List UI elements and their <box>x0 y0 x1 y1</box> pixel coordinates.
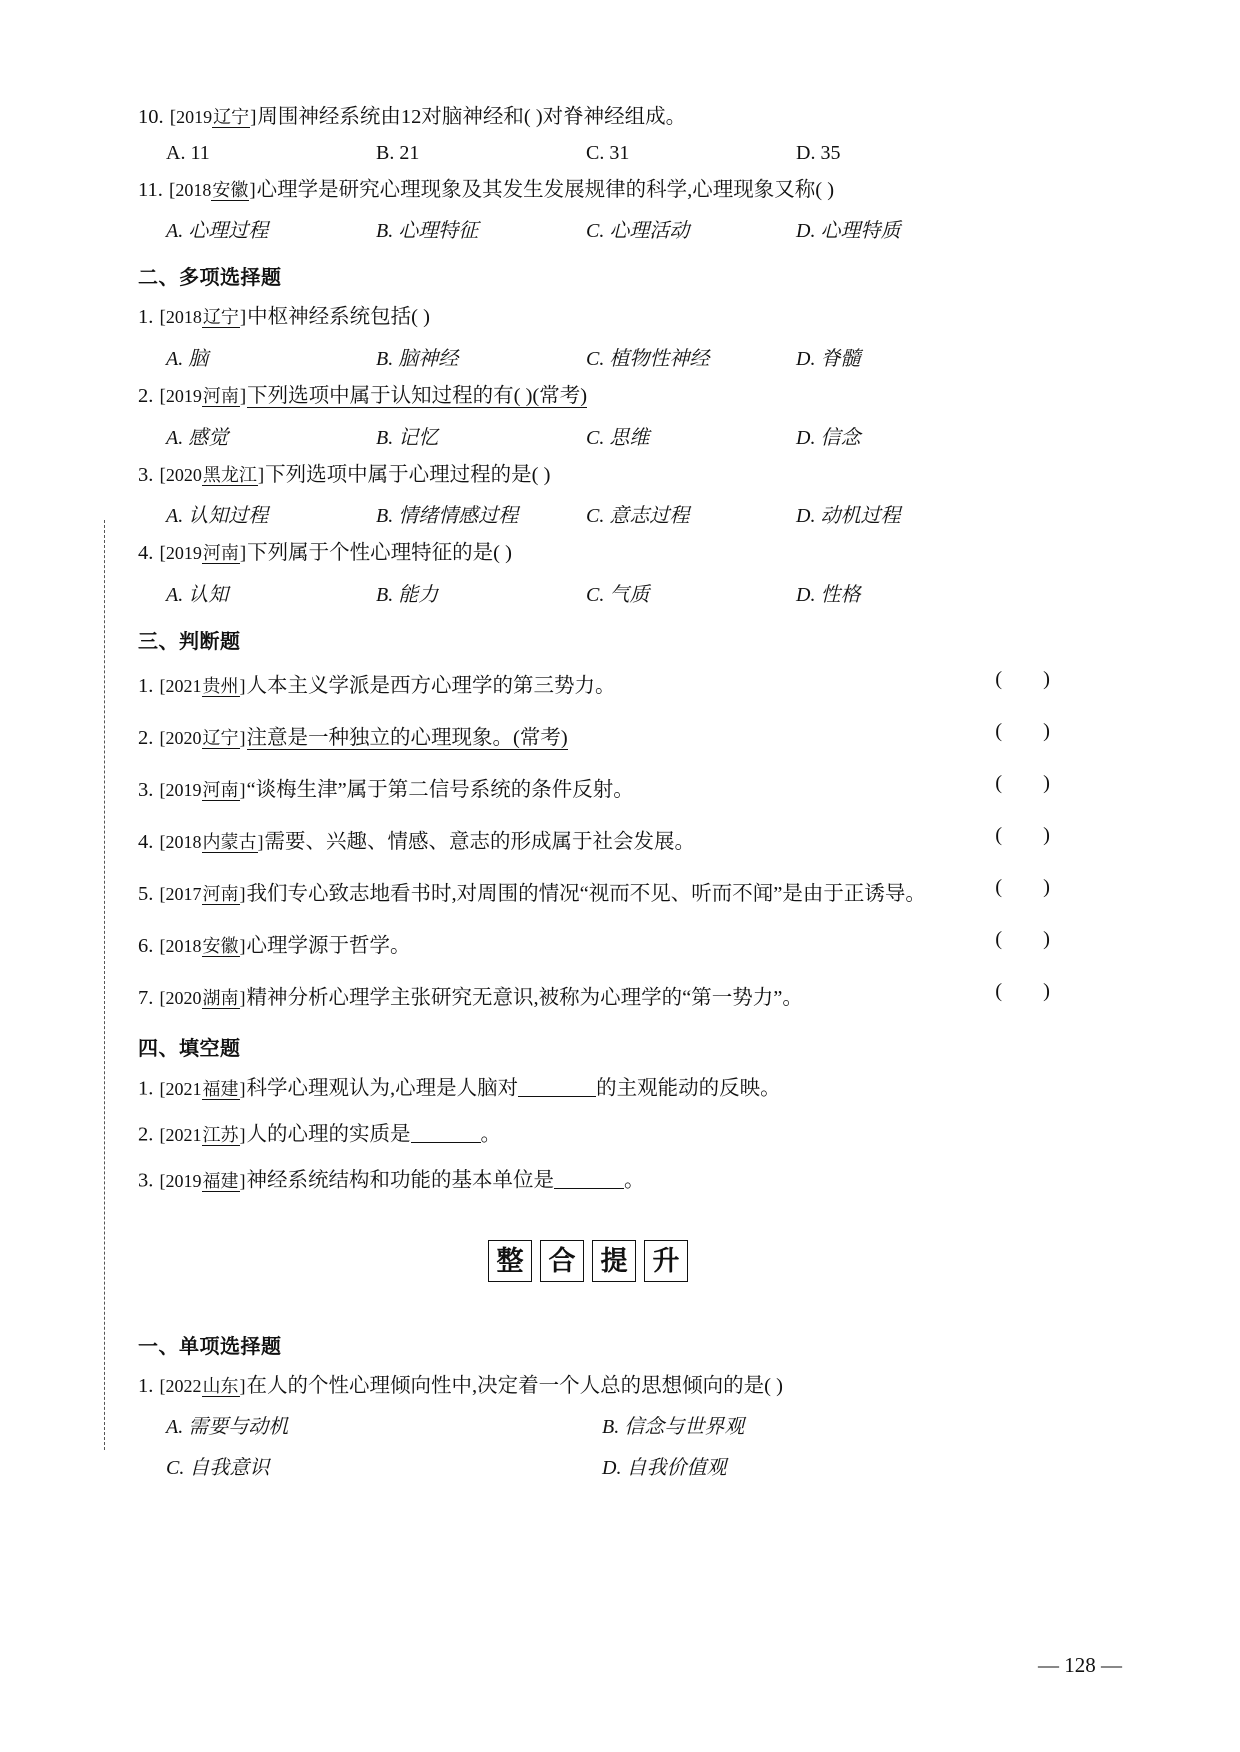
statement-post: 的主观能动的反映。 <box>596 1077 781 1100</box>
source-tag: [2018安徽] <box>159 936 246 957</box>
option-b[interactable]: B. 21 <box>376 141 420 164</box>
question-number: 1. <box>138 306 154 329</box>
margin-dashed-rule <box>104 520 105 1450</box>
section-heading-fill-blank: 四、填空题 <box>138 1038 241 1061</box>
statement-text: “谈梅生津”属于第二信号系统的条件反射。 <box>246 779 634 802</box>
tf-item-6 <box>138 928 1068 958</box>
question-text: 在人的个性心理倾向性中,决定着一个人总的思想倾向的是( ) <box>246 1374 783 1397</box>
options-q11 <box>138 214 1038 243</box>
question-multi-4 <box>138 540 1038 568</box>
options-multi-1 <box>138 342 1038 371</box>
source-tag: [2020黑龙江] <box>159 464 265 486</box>
source-tag: [2022山东] <box>159 1375 246 1396</box>
option-d[interactable]: D. 动机过程 <box>796 505 901 528</box>
statement-text: 精神分析心理学主张研究无意识,被称为心理学的“第一势力”。 <box>246 987 803 1010</box>
option-a[interactable]: A. 感觉 <box>166 426 229 449</box>
page-number: — 128 — <box>1038 1653 1122 1677</box>
question-number: 2. <box>138 385 154 408</box>
statement-text: 人本主义学派是西方心理学的第三势力。 <box>246 675 616 698</box>
option-c[interactable]: C. 气质 <box>586 584 650 607</box>
question-number: 2. <box>138 1123 154 1146</box>
option-b[interactable]: B. 脑神经 <box>376 348 459 371</box>
answer-blank[interactable] <box>518 1075 596 1097</box>
section-heading-multi-choice: 二、多项选择题 <box>138 267 282 290</box>
page-content <box>138 104 1068 1492</box>
option-b[interactable]: B. 能力 <box>376 584 439 607</box>
statement-pre: 神经系统结构和功能的基本单位是 <box>246 1169 554 1192</box>
option-c[interactable]: C. 31 <box>586 141 630 164</box>
question-number: 3. <box>138 779 154 802</box>
option-d[interactable]: D. 心理特质 <box>796 220 901 243</box>
options-after-1-row2 <box>138 1451 1038 1480</box>
options-after-1-row1 <box>138 1410 1038 1439</box>
option-b[interactable]: B. 信念与世界观 <box>602 1416 745 1439</box>
answer-box[interactable]: ( ) <box>995 824 1068 847</box>
option-d[interactable]: D. 自我价值观 <box>602 1457 727 1480</box>
option-b[interactable]: B. 心理特征 <box>376 220 479 243</box>
source-tag: [2019河南] <box>159 543 247 565</box>
tf-item-7 <box>138 980 1068 1010</box>
source-tag: [2021江苏] <box>159 1124 246 1145</box>
source-tag: [2021贵州] <box>159 676 246 697</box>
option-b[interactable]: B. 情绪情感过程 <box>376 505 519 528</box>
question-number: 10. <box>138 106 164 128</box>
banner-char-3: 提 <box>592 1240 636 1282</box>
question-text: 周围神经系统由12对脑神经和( )对脊神经组成。 <box>257 106 687 128</box>
statement-post: 。 <box>624 1169 645 1192</box>
tf-item-3 <box>138 772 1068 802</box>
options-q10 <box>138 142 1038 165</box>
fill-item-1 <box>138 1075 1038 1103</box>
source-tag: [2018内蒙古] <box>159 832 264 853</box>
options-multi-2 <box>138 421 1038 450</box>
banner-char-1: 整 <box>488 1240 532 1282</box>
question-number: 6. <box>138 935 154 958</box>
option-a[interactable]: A. 脑 <box>166 348 209 371</box>
source-tag: [2019河南] <box>159 780 246 801</box>
statement-pre: 科学心理观认为,心理是人脑对 <box>246 1077 519 1100</box>
answer-box[interactable]: ( ) <box>995 928 1068 951</box>
answer-box[interactable]: ( ) <box>995 720 1068 743</box>
question-text: 下列选项中属于心理过程的是( ) <box>265 463 551 486</box>
section-heading-true-false: 三、判断题 <box>138 631 241 654</box>
answer-blank[interactable] <box>411 1121 481 1143</box>
question-multi-2 <box>138 383 1038 411</box>
answer-box[interactable]: ( ) <box>995 876 1068 899</box>
question-number: 3. <box>138 1169 154 1192</box>
question-text: 中枢神经系统包括( ) <box>247 306 430 329</box>
statement-text: 注意是一种独立的心理现象。(常考) <box>246 727 568 750</box>
option-a[interactable]: A. 11 <box>166 141 210 164</box>
option-a[interactable]: A. 心理过程 <box>166 220 269 243</box>
question-10 <box>138 104 1038 132</box>
statement-post: 。 <box>480 1123 501 1146</box>
answer-box[interactable]: ( ) <box>995 668 1068 691</box>
fill-item-2 <box>138 1121 1038 1149</box>
option-a[interactable]: A. 认知过程 <box>166 505 269 528</box>
options-multi-3 <box>138 499 1038 528</box>
question-text: 下列属于个性心理特征的是( ) <box>247 542 512 565</box>
option-d[interactable]: D. 35 <box>796 141 841 164</box>
question-number: 1. <box>138 1077 154 1100</box>
source-tag: [2019河南] <box>159 386 247 408</box>
option-d[interactable]: D. 性格 <box>796 584 861 607</box>
question-number: 5. <box>138 883 154 906</box>
tf-item-1 <box>138 668 1068 698</box>
source-tag: [2017河南] <box>159 884 246 905</box>
question-multi-3 <box>138 462 1038 490</box>
option-c[interactable]: C. 思维 <box>586 426 650 449</box>
source-tag: [2019福建] <box>159 1170 246 1191</box>
option-a[interactable]: A. 需要与动机 <box>166 1416 289 1439</box>
source-tag: [2019辽宁] <box>169 107 257 128</box>
question-number: 3. <box>138 463 154 486</box>
source-tag: [2018辽宁] <box>159 307 247 329</box>
question-text: 下列选项中属于认知过程的有( )(常考) <box>247 385 588 408</box>
option-d[interactable]: D. 脊髓 <box>796 348 861 371</box>
fill-item-3 <box>138 1167 1038 1195</box>
statement-pre: 人的心理的实质是 <box>246 1123 411 1146</box>
section-banner-integration <box>138 1240 1038 1282</box>
answer-box[interactable]: ( ) <box>995 772 1068 795</box>
question-number: 11. <box>138 178 163 201</box>
answer-blank[interactable] <box>554 1167 624 1189</box>
source-tag: [2020辽宁] <box>159 728 246 749</box>
statement-text: 我们专心致志地看书时,对周围的情况“视而不见、听而不闻”是由于正诱导。 <box>246 883 926 906</box>
question-11 <box>138 177 1038 205</box>
tf-item-2 <box>138 720 1068 750</box>
statement-text: 心理学源于哲学。 <box>246 935 411 958</box>
question-number: 4. <box>138 542 154 565</box>
option-c[interactable]: C. 意志过程 <box>586 505 690 528</box>
section-heading-single-choice: 一、单项选择题 <box>138 1335 282 1358</box>
source-tag: [2020湖南] <box>159 988 246 1009</box>
banner-char-4: 升 <box>644 1240 688 1282</box>
option-c[interactable]: C. 自我意识 <box>166 1457 270 1480</box>
tf-item-5 <box>138 876 1068 906</box>
statement-text: 需要、兴趣、情感、意志的形成属于社会发展。 <box>264 831 695 854</box>
option-c[interactable]: C. 心理活动 <box>586 220 690 243</box>
question-number: 1. <box>138 1374 154 1397</box>
question-multi-1 <box>138 304 1038 332</box>
answer-box[interactable]: ( ) <box>995 980 1068 1003</box>
question-number: 7. <box>138 987 154 1010</box>
banner-char-2: 合 <box>540 1240 584 1282</box>
question-after-1 <box>138 1373 1038 1401</box>
options-multi-4 <box>138 578 1038 607</box>
option-c[interactable]: C. 植物性神经 <box>586 348 710 371</box>
question-text: 心理学是研究心理现象及其发生发展规律的科学,心理现象又称( ) <box>256 178 835 201</box>
question-number: 2. <box>138 727 154 750</box>
source-tag: [2021福建] <box>159 1078 246 1099</box>
question-number: 4. <box>138 831 154 854</box>
option-d[interactable]: D. 信念 <box>796 426 861 449</box>
option-a[interactable]: A. 认知 <box>166 584 229 607</box>
tf-item-4 <box>138 824 1068 854</box>
question-number: 1. <box>138 675 154 698</box>
source-tag: [2018安徽] <box>169 179 256 201</box>
option-b[interactable]: B. 记忆 <box>376 426 439 449</box>
